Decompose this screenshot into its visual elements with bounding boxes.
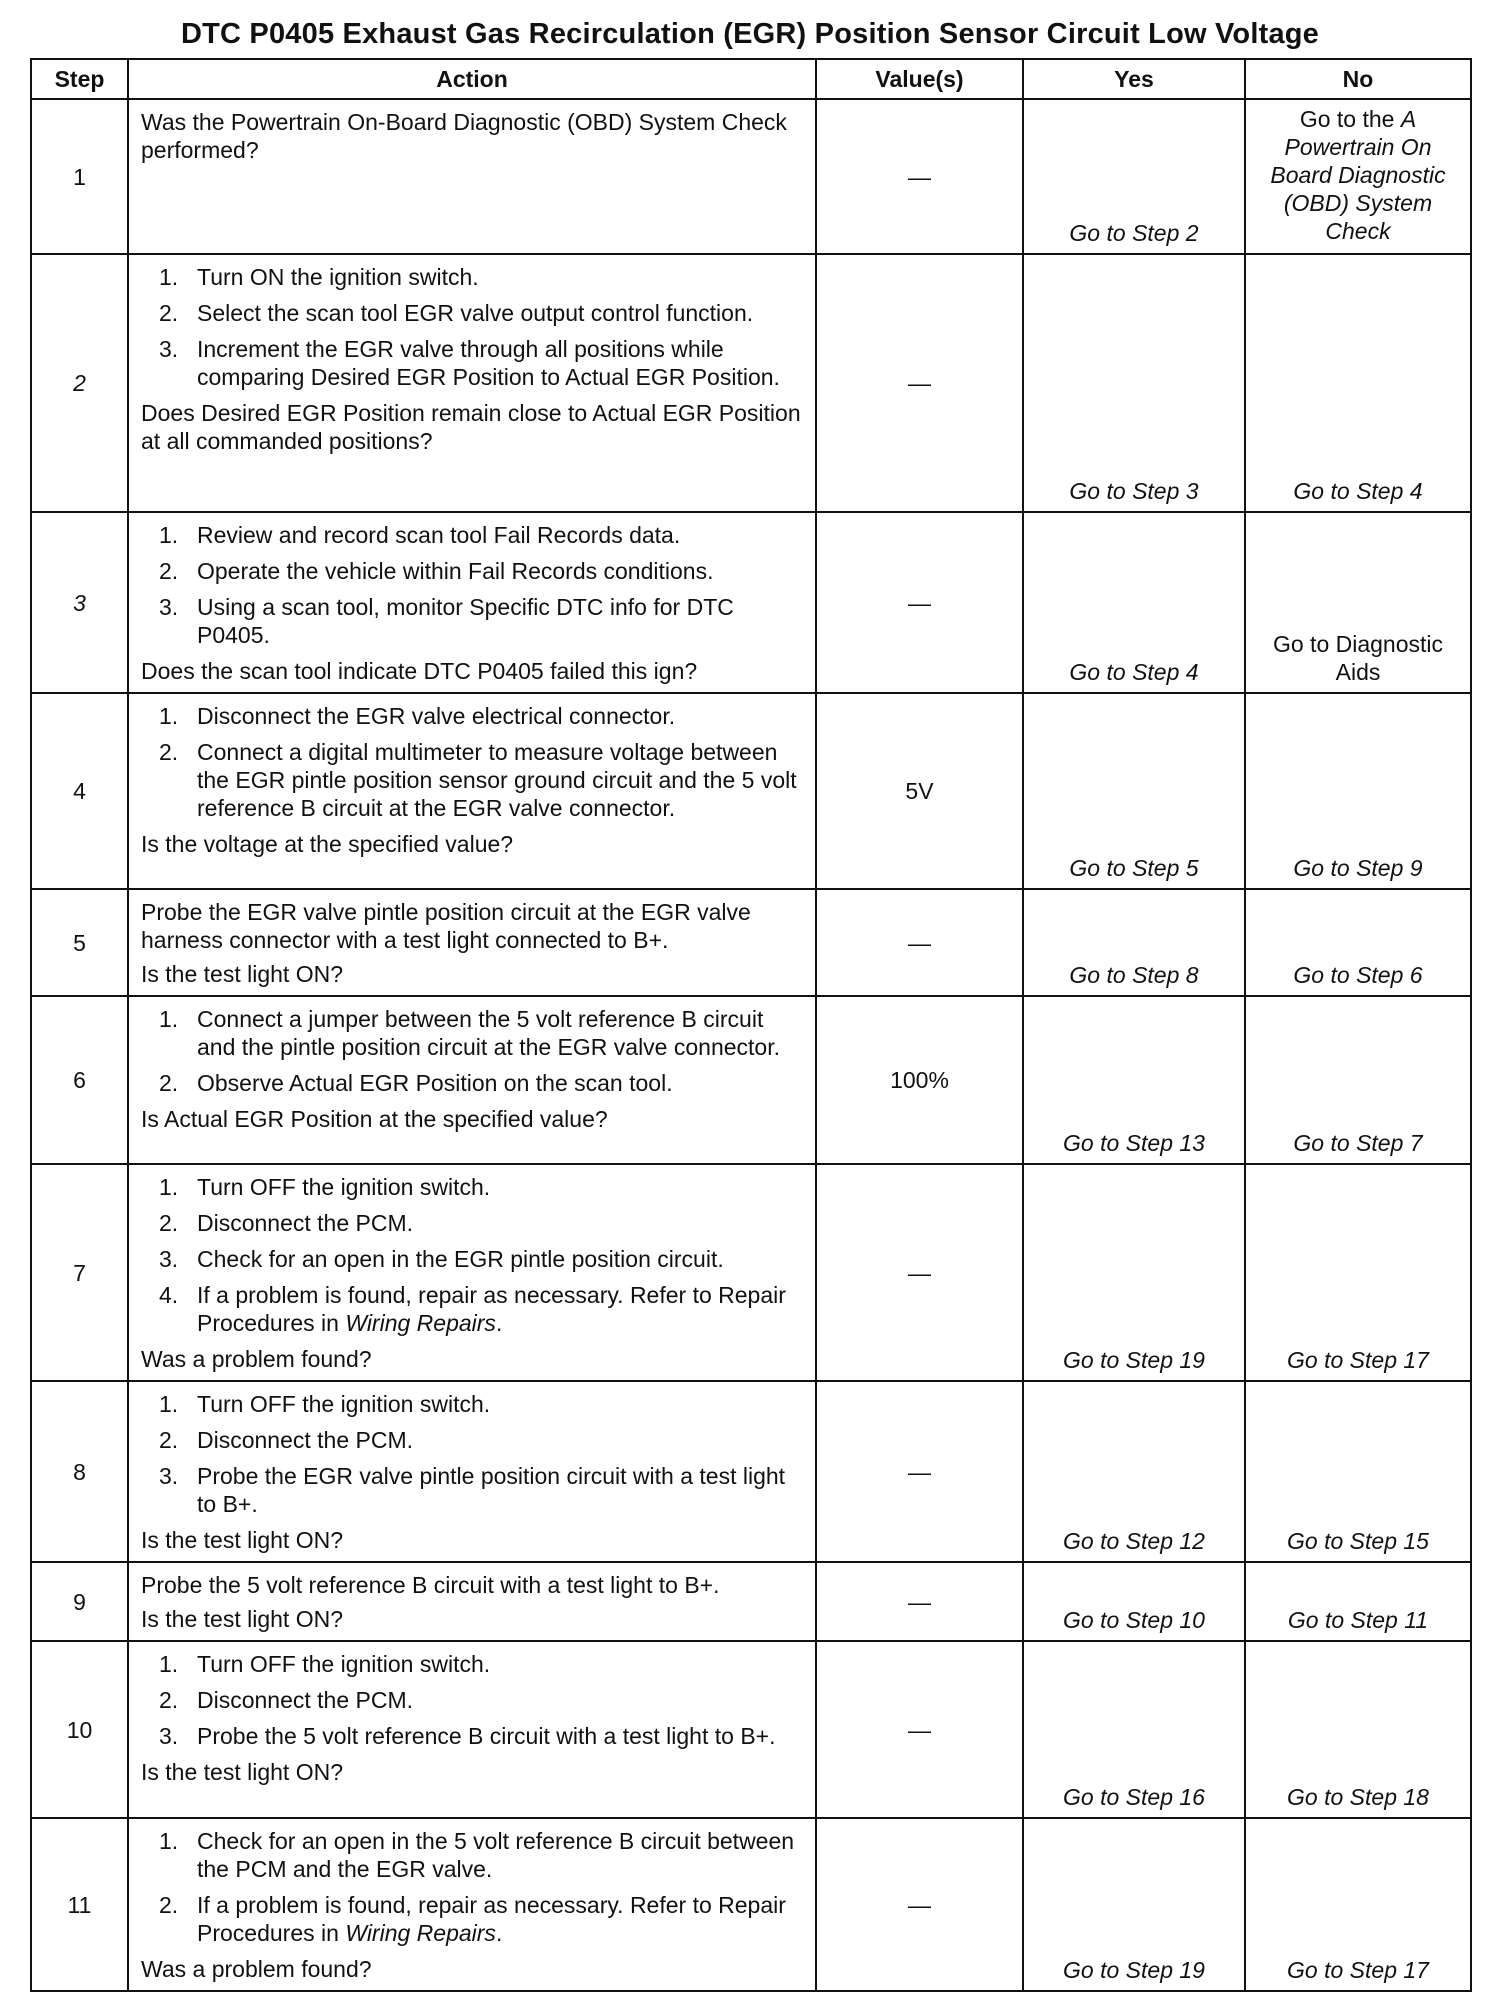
table-row (31, 1164, 1471, 1381)
action-question: Does the scan tool indicate DTC P0405 failed this ign? (141, 658, 698, 684)
no-cell: Go to Step 7 (1245, 996, 1471, 1164)
no-cell: Go to Diagnostic Aids (1245, 512, 1471, 693)
yes-cell: Go to Step 5 (1023, 693, 1245, 889)
action-cell (128, 1164, 816, 1381)
action-cell (128, 1381, 816, 1562)
value-cell: — (816, 512, 1023, 693)
table-row (31, 1641, 1471, 1818)
no-link-italic: A Powertrain On Board Diagnostic (OBD) System Check (1270, 106, 1446, 244)
action-step: 2. Connect a digital multimeter to measure voltage between the EGR pintle position sensor ground circuit and the 5 volt reference B circuit at the EGR valve connector. (159, 739, 797, 821)
header-values: Value(s) (816, 59, 1023, 99)
table-row (31, 889, 1471, 996)
action-step: 1. Connect a jumper between the 5 volt reference B circuit and the pintle position circuit at the EGR valve connector. (159, 1006, 780, 1060)
yes-cell: Go to Step 2 (1023, 99, 1245, 254)
action-step: 2. Disconnect the PCM. (159, 1687, 414, 1713)
action-cell (128, 99, 816, 254)
action-step: 3. Probe the 5 volt reference B circuit with a test light to B+. (159, 1723, 776, 1749)
action-step: 4. If a problem is found, repair as necessary. Refer to Repair Procedures in Wiring Repairs. (159, 1282, 786, 1336)
table-row (31, 1562, 1471, 1641)
action-question: Is the test light ON? (141, 961, 343, 987)
action-cell (128, 693, 816, 889)
table-header-row (31, 59, 1471, 99)
header-step: Step (31, 59, 128, 99)
step-number: 7 (31, 1164, 128, 1381)
action-steps (141, 521, 805, 649)
action-steps (141, 702, 805, 822)
no-cell: Go to Step 15 (1245, 1381, 1471, 1562)
action-text: Probe the EGR valve pintle position circuit at the EGR valve harness connector with a test light connected to B+. (141, 899, 751, 953)
action-text: Probe the 5 volt reference B circuit with a test light to B+. (141, 1572, 720, 1598)
action-question: Does Desired EGR Position remain close to Actual EGR Position at all commanded positions? (141, 400, 801, 454)
action-steps (141, 1005, 805, 1097)
action-step: 3. Check for an open in the EGR pintle position circuit. (159, 1246, 724, 1272)
table-row (31, 254, 1471, 512)
action-text: Was the Powertrain On-Board Diagnostic (OBD) System Check performed? (141, 109, 787, 163)
action-step: 1. Turn OFF the ignition switch. (159, 1391, 491, 1417)
no-cell (1245, 99, 1471, 254)
action-step: 1. Turn ON the ignition switch. (159, 264, 479, 290)
table-row (31, 693, 1471, 889)
table-row (31, 996, 1471, 1164)
header-no: No (1245, 59, 1471, 99)
action-step: 1. Disconnect the EGR valve electrical connector. (159, 703, 676, 729)
yes-cell: Go to Step 19 (1023, 1164, 1245, 1381)
no-cell: Go to Step 4 (1245, 254, 1471, 512)
yes-cell: Go to Step 16 (1023, 1641, 1245, 1818)
value-cell: — (816, 1562, 1023, 1641)
table-row (31, 512, 1471, 693)
value-cell: — (816, 889, 1023, 996)
action-cell (128, 254, 816, 512)
step-number: 11 (31, 1818, 128, 1991)
action-step: 2. If a problem is found, repair as necessary. Refer to Repair Procedures in Wiring Repairs. (159, 1892, 786, 1946)
step-number: 1 (31, 99, 128, 254)
action-step: 3. Probe the EGR valve pintle position circuit with a test light to B+. (159, 1463, 786, 1517)
action-cell (128, 889, 816, 996)
value-cell: 5V (816, 693, 1023, 889)
action-steps (141, 263, 805, 391)
action-cell (128, 1641, 816, 1818)
action-step: 1. Turn OFF the ignition switch. (159, 1651, 491, 1677)
action-step: 3. Increment the EGR valve through all positions while comparing Desired EGR Position to Actual EGR Position. (159, 336, 780, 390)
action-step: 1. Review and record scan tool Fail Records data. (159, 522, 681, 548)
action-question: Is the test light ON? (141, 1606, 343, 1632)
yes-cell: Go to Step 4 (1023, 512, 1245, 693)
header-yes: Yes (1023, 59, 1245, 99)
document-title: DTC P0405 Exhaust Gas Recirculation (EGR) Position Sensor Circuit Low Voltage (180, 18, 1320, 50)
action-step: 2. Disconnect the PCM. (159, 1427, 414, 1453)
yes-cell: Go to Step 12 (1023, 1381, 1245, 1562)
no-cell: Go to Step 17 (1245, 1818, 1471, 1991)
action-question: Was a problem found? (141, 1346, 372, 1372)
action-question: Is the test light ON? (141, 1759, 343, 1785)
action-question: Was a problem found? (141, 1956, 372, 1982)
no-cell: Go to Step 6 (1245, 889, 1471, 996)
action-step: 1. Turn OFF the ignition switch. (159, 1174, 491, 1200)
yes-cell: Go to Step 13 (1023, 996, 1245, 1164)
action-steps (141, 1173, 805, 1337)
step-number: 10 (31, 1641, 128, 1818)
action-cell (128, 512, 816, 693)
no-link-prefix: Go to the (1299, 106, 1401, 132)
action-step: 2. Disconnect the PCM. (159, 1210, 414, 1236)
step-number: 3 (31, 512, 128, 693)
step-number: 2 (31, 254, 128, 512)
value-cell: — (816, 1164, 1023, 1381)
step-number: 9 (31, 1562, 128, 1641)
action-steps (141, 1390, 805, 1518)
step-number: 4 (31, 693, 128, 889)
action-cell (128, 996, 816, 1164)
action-question: Is Actual EGR Position at the specified value? (141, 1106, 608, 1132)
action-step: 1. Check for an open in the 5 volt reference B circuit between the PCM and the EGR valve. (159, 1828, 795, 1882)
yes-cell: Go to Step 8 (1023, 889, 1245, 996)
yes-cell: Go to Step 19 (1023, 1818, 1245, 1991)
action-cell (128, 1818, 816, 1991)
no-cell: Go to Step 11 (1245, 1562, 1471, 1641)
step-number: 5 (31, 889, 128, 996)
yes-cell: Go to Step 10 (1023, 1562, 1245, 1641)
table-row (31, 1381, 1471, 1562)
header-action: Action (128, 59, 816, 99)
action-step: 2. Select the scan tool EGR valve output control function. (159, 300, 754, 326)
action-steps (141, 1650, 805, 1750)
step-number: 8 (31, 1381, 128, 1562)
value-cell: 100% (816, 996, 1023, 1164)
action-step: 3. Using a scan tool, monitor Specific DTC info for DTC P0405. (159, 594, 734, 648)
action-step: 2. Operate the vehicle within Fail Records conditions. (159, 558, 714, 584)
table-row (31, 1818, 1471, 1991)
no-cell: Go to Step 17 (1245, 1164, 1471, 1381)
value-cell: — (816, 1818, 1023, 1991)
step-number: 6 (31, 996, 128, 1164)
value-cell: — (816, 1381, 1023, 1562)
yes-cell: Go to Step 3 (1023, 254, 1245, 512)
action-question: Is the test light ON? (141, 1527, 343, 1553)
action-cell (128, 1562, 816, 1641)
diagnostic-table (30, 58, 1472, 1992)
action-question: Is the voltage at the specified value? (141, 831, 514, 857)
value-cell: — (816, 99, 1023, 254)
no-cell: Go to Step 18 (1245, 1641, 1471, 1818)
action-step: 2. Observe Actual EGR Position on the scan tool. (159, 1070, 673, 1096)
value-cell: — (816, 254, 1023, 512)
action-steps (141, 1827, 805, 1947)
value-cell: — (816, 1641, 1023, 1818)
table-row (31, 99, 1471, 254)
no-cell: Go to Step 9 (1245, 693, 1471, 889)
